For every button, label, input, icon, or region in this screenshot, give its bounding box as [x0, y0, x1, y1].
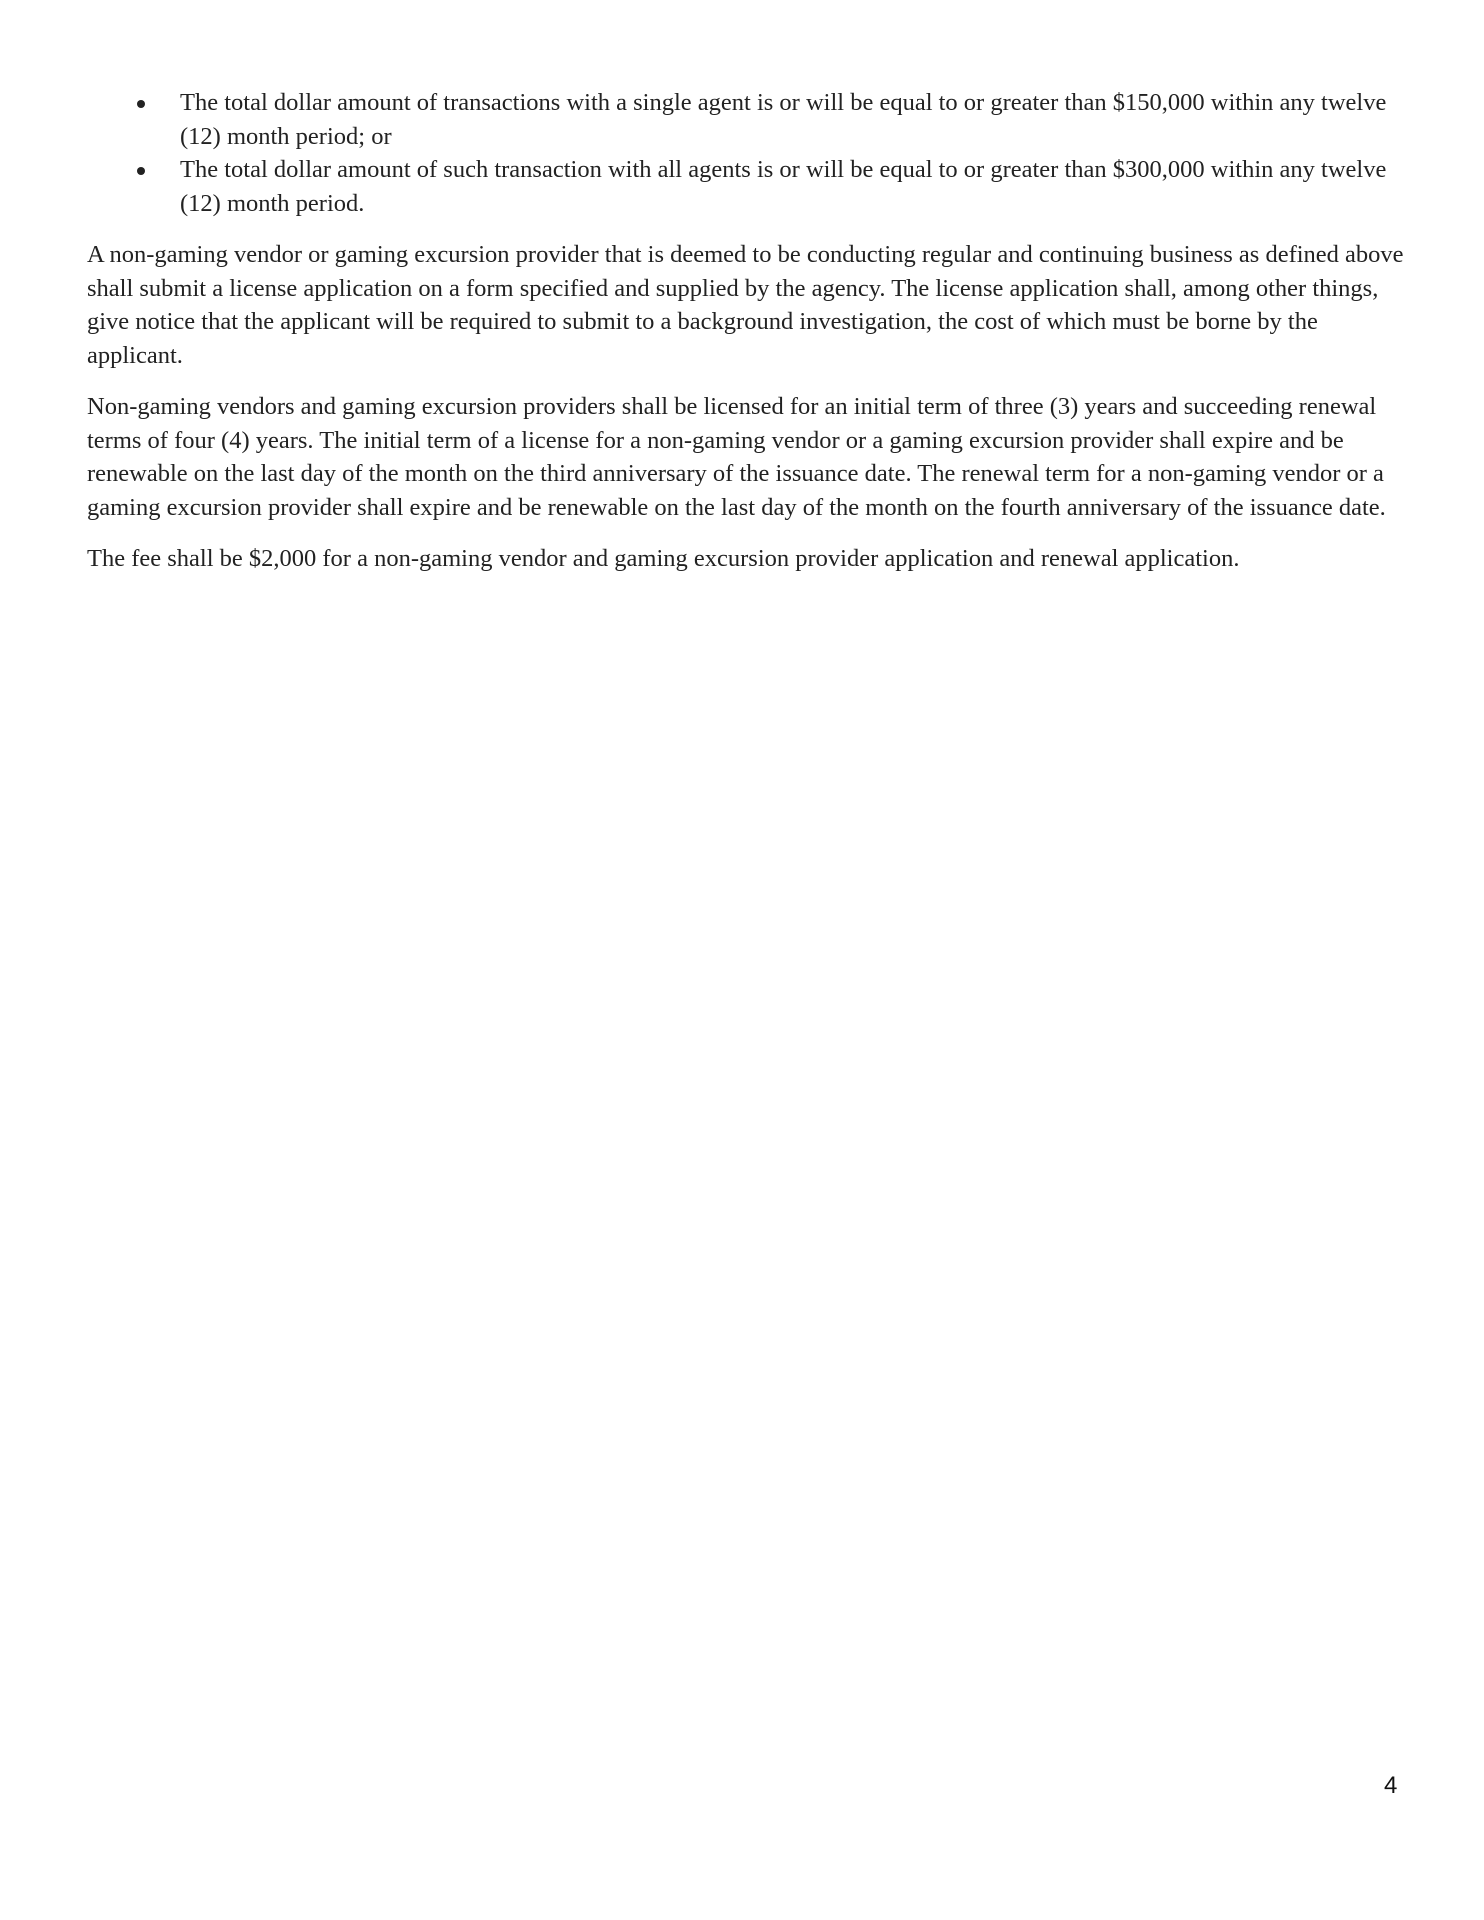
- paragraph-license-application: A non-gaming vendor or gaming excursion provider that is deemed to be conducting regular and continuing business as defined above shall submit a license application on a form specified and supplied by the agency. The license application shall, among other things, give notice that the applicant will be required to submit to a background investigation, the cost of which must be borne by the applicant.: [87, 241, 1404, 369]
- bullet-text: The total dollar amount of such transaction with all agents is or will be equal to or greater than $300,000 within any twelve (12) month period.: [180, 156, 1387, 217]
- bullet-item: [87, 153, 1407, 220]
- bullet-text: The total dollar amount of transactions with a single agent is or will be equal to or greater than $150,000 within any twelve (12) month period; or: [180, 89, 1387, 150]
- bullet-icon: [137, 100, 145, 108]
- paragraph-fee: The fee shall be $2,000 for a non-gaming vendor and gaming excursion provider application and renewal application.: [87, 545, 1240, 572]
- bullet-icon: [137, 167, 145, 175]
- document-body: [87, 86, 1407, 594]
- paragraph-license-terms: Non-gaming vendors and gaming excursion providers shall be licensed for an initial term of three (3) years and succeeding renewal terms of four (4) years. The initial term of a license for a non-gaming vendor or a gaming excursion provider shall expire and be renewable on the last day of the month on the third anniversary of the issuance date. The renewal term for a non-gaming vendor or a gaming excursion provider shall expire and be renewable on the last day of the month on the fourth anniversary of the issuance date.: [87, 393, 1386, 521]
- page-number: 4: [1384, 1772, 1398, 1799]
- bullet-item: [87, 86, 1407, 153]
- bullet-list: [87, 86, 1407, 220]
